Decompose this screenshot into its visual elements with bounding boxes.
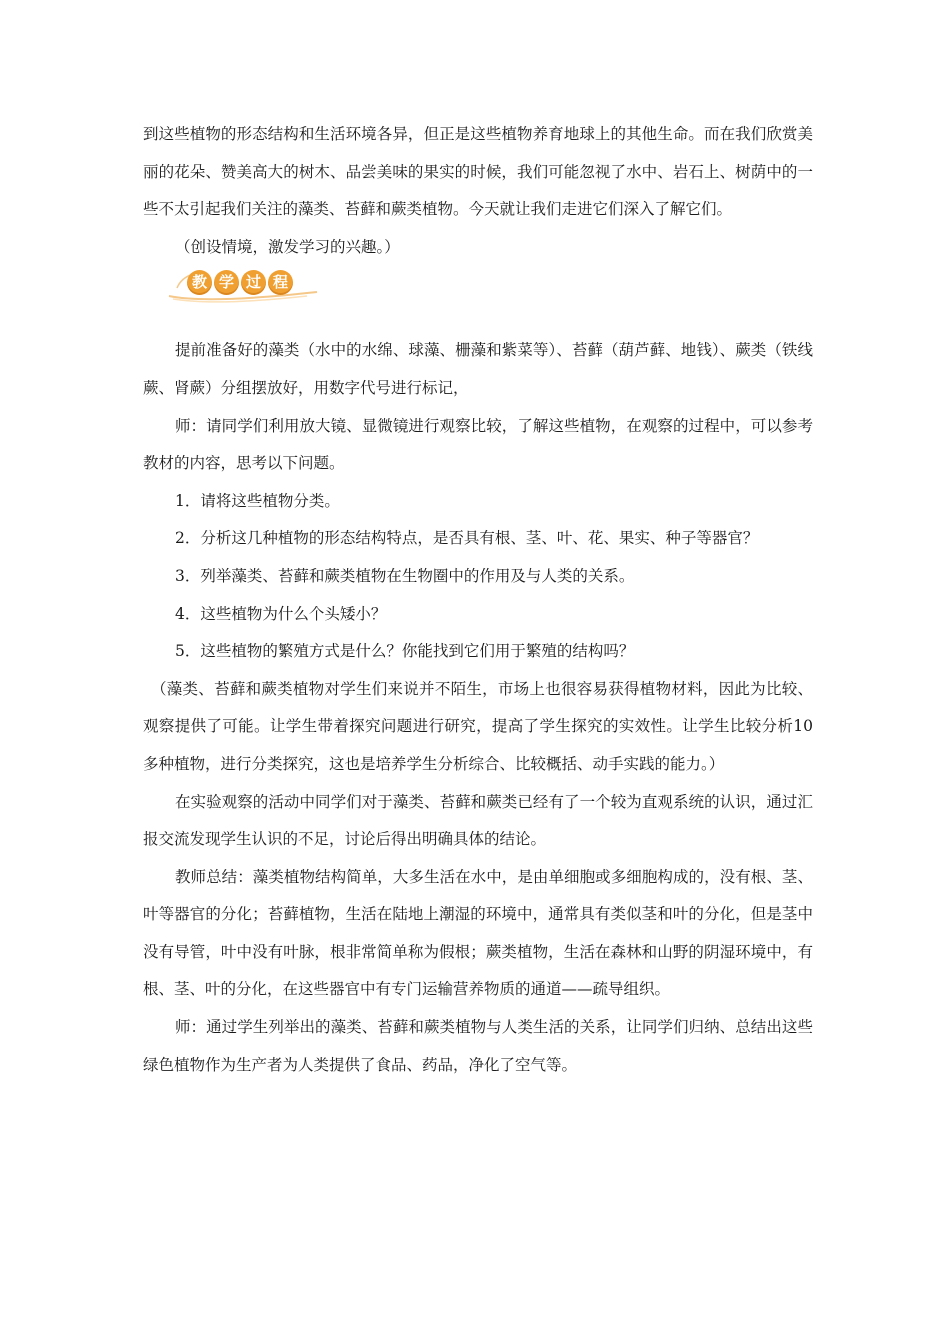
body-paragraph: 师：通过学生列举出的藻类、苔藓和蕨类植物与人类生活的关系，让同学们归纳、总结出这些绿色植物作为生产者为人类提供了食品、药品，净化了空气等。	[143, 1018, 813, 1074]
intro-note: （创设情境，激发学习的兴趣。）	[175, 237, 400, 256]
teacher-summary: 教师总结：藻类植物结构简单，大多生活在水中，是由单细胞或多细胞构成的，没有根、茎、叶等器官的分化；苔藓植物，生活在陆地上潮湿的环境中，通常具有类似茎和叶的分化，但是茎中没有导管，叶中没有叶脉，根非常简单称为假根；蕨类植物，生活在森林和山野的阴湿环境中，有根、茎、叶的分化，在这些器官中有专门运输营养物质的通道——疏导组织。	[143, 867, 813, 999]
question-item: 1．请将这些植物分类。	[175, 491, 340, 510]
banner-char: 教	[187, 270, 212, 295]
question-item: 3．列举藻类、苔藓和蕨类植物在生物圈中的作用及与人类的关系。	[175, 566, 635, 585]
body-paragraph: 在实验观察的活动中同学们对于藻类、苔藓和蕨类已经有了一个较为直观系统的认识，通过汇报交流发现学生认识的不足，讨论后得出明确具体的结论。	[143, 792, 813, 849]
question-item: 5．这些植物的繁殖方式是什么？你能找到它们用于繁殖的结构吗？	[175, 642, 635, 661]
banner-title	[187, 270, 295, 295]
banner-char: 学	[214, 270, 239, 295]
banner-char: 程	[268, 270, 293, 295]
document-body	[143, 116, 813, 1084]
intro-paragraph: 到这些植物的形态结构和生活环境各异，但正是这些植物养育地球上的其他生命。而在我们欣赏美丽的花朵、赞美高大的树木、品尝美味的果实的时候，我们可能忽视了水中、岩石上、树荫中的一些不太引起我们关注的藻类、苔藓和蕨类植物。今天就让我们走进它们深入了解它们。	[143, 125, 813, 219]
question-item: 2．分析这几种植物的形态结构特点，是否具有根、茎、叶、花、果实、种子等器官？	[175, 529, 759, 548]
body-paragraph: 提前准备好的藻类（水中的水绵、球藻、栅藻和紫菜等）、苔藓（葫芦藓、地钱）、蕨类（铁线蕨、肾蕨）分组摆放好，用数字代号进行标记，	[143, 341, 813, 397]
banner-char: 过	[241, 270, 266, 295]
section-banner	[167, 266, 813, 306]
question-item: 4．这些植物为什么个头矮小？	[175, 604, 387, 623]
body-note: （藻类、苔藓和蕨类植物对学生们来说并不陌生，市场上也很容易获得植物材料，因此为比较、观察提供了可能。让学生带着探究问题进行研究，提高了学生探究的实效性。让学生比较分析10多种植物，进行分类探究，这也是培养学生分析综合、比较概括、动手实践的能力。）	[143, 679, 813, 773]
body-paragraph: 师：请同学们利用放大镜、显微镜进行观察比较，了解这些植物，在观察的过程中，可以参考教材的内容，思考以下问题。	[143, 416, 813, 473]
